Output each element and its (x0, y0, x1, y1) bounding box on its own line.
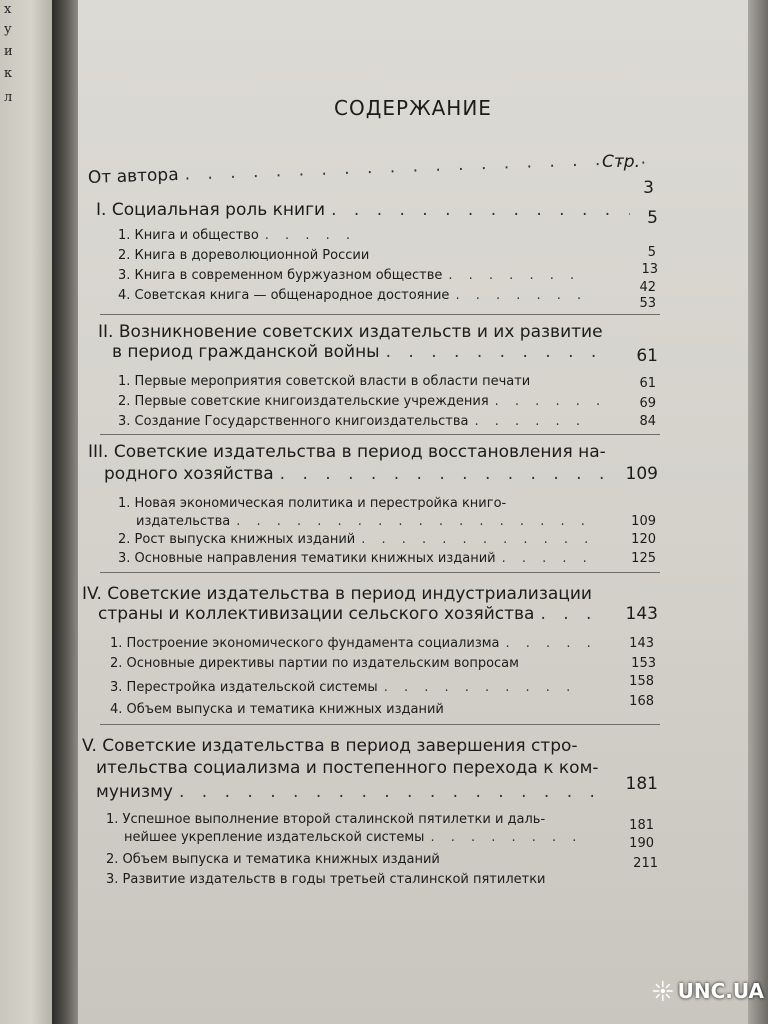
left-page-fragment: к (4, 66, 13, 81)
toc-entry-label: От автора (87, 164, 179, 188)
left-page-fragment: л (4, 90, 13, 105)
leader-dots (475, 414, 589, 429)
section-divider (100, 572, 660, 573)
item-title: издательства (136, 514, 231, 529)
page-column-label: Стр. (602, 152, 640, 172)
section-numeral: V. (82, 736, 97, 756)
toc-item (118, 248, 578, 263)
item-title: Объем выпуска и тематика книжных изданий (122, 852, 440, 867)
item-number: 2. (118, 248, 131, 263)
item-title: Успешное выполнение второй сталинской пятилетки и даль- (122, 812, 546, 827)
toc-item-line-2 (136, 514, 596, 529)
item-number: 1. (118, 496, 131, 511)
toc-section-4-line-2 (98, 604, 616, 624)
section-page: 61 (636, 346, 658, 366)
toc-section-3-line-2 (104, 464, 614, 484)
item-page: 42 (639, 280, 656, 295)
item-title: Советская книга — общенародное достояние (134, 288, 450, 303)
toc-author-note (88, 148, 656, 188)
item-title: Основные директивы партии по издательским вопросам (126, 656, 519, 671)
leader-dots (502, 551, 588, 566)
section-numeral: II. (98, 322, 114, 342)
item-page: 153 (631, 656, 656, 671)
item-page: 211 (633, 856, 658, 871)
leader-dots (384, 680, 584, 695)
leader-dots (455, 288, 588, 303)
toc-item (118, 228, 368, 243)
leader-dots (265, 228, 362, 243)
toc-section-2-line-1 (98, 322, 603, 342)
section-title-line: в период гражданской войны (112, 342, 380, 362)
item-title: Книга в современном буржуазном обществе (134, 268, 443, 283)
item-title: Построение экономического фундамента социализма (126, 636, 500, 651)
item-number: 3. (110, 680, 123, 695)
leader-dots (331, 200, 630, 220)
section-numeral: I. (96, 200, 107, 220)
toc-item (118, 532, 594, 547)
section-title-line: Советские издательства в период индустриализации (107, 584, 592, 604)
item-page: 5 (647, 245, 656, 260)
item-page: 109 (631, 514, 656, 529)
section-title-line: страны и коллективизации сельского хозяйства (98, 604, 535, 624)
section-divider (100, 724, 660, 725)
section-page: 5 (647, 208, 658, 228)
toc-section-3-line-1 (88, 442, 606, 462)
book-gutter (52, 0, 78, 1024)
toc-item-line-1 (106, 812, 545, 827)
item-title: Первые советские книгоиздательские учреждения (134, 394, 489, 409)
section-title-line: Советские издательства в период завершения стро- (102, 736, 578, 756)
right-page-edge (748, 0, 768, 1024)
item-number: 2. (110, 656, 123, 671)
section-page: 181 (625, 774, 658, 794)
left-page-edge (0, 0, 52, 1024)
toc-item (110, 702, 590, 717)
item-page: 69 (639, 396, 656, 411)
section-page: 109 (625, 464, 658, 484)
leader-dots (430, 830, 588, 845)
item-page: 168 (629, 694, 654, 709)
section-title-line: Советские издательства в период восстановления на- (113, 442, 606, 462)
section-title-line: родного хозяйства (104, 464, 274, 484)
toc-item (118, 414, 594, 429)
item-number: 1. (118, 228, 131, 243)
leader-dots (495, 394, 602, 409)
toc-item (118, 394, 608, 409)
item-number: 3. (106, 872, 119, 887)
section-numeral: III. (88, 442, 109, 462)
toc-item (106, 852, 586, 867)
item-page: 120 (631, 532, 656, 547)
toc-section-5-line-2 (96, 758, 599, 778)
toc-item (118, 268, 594, 283)
item-title: Перестройка издательской системы (126, 680, 378, 695)
item-page: 125 (631, 551, 656, 566)
page-title: СОДЕРЖАНИЕ (334, 96, 492, 120)
item-title: Первые мероприятия советской власти в области печати (134, 374, 531, 389)
section-title-line: мунизму (96, 782, 173, 802)
item-title: нейшее укрепление издательской системы (124, 830, 425, 845)
item-title: Новая экономическая политика и перестройка книго- (134, 496, 507, 511)
item-page: 13 (641, 262, 658, 277)
watermark-text: UNC.UA (677, 979, 764, 1003)
item-number: 2. (118, 532, 131, 547)
watermark (652, 966, 764, 1016)
leader-dots (179, 782, 610, 802)
item-page: 84 (639, 414, 656, 429)
toc-entry-page: 3 (643, 178, 654, 198)
item-number: 3. (118, 268, 131, 283)
item-page: 190 (629, 836, 654, 851)
leader-dots (184, 148, 650, 184)
section-numeral: IV. (82, 584, 102, 604)
item-number: 3. (118, 551, 131, 566)
toc-item (118, 374, 618, 389)
item-number: 2. (106, 852, 119, 867)
item-title: Книга и общество (134, 228, 259, 243)
leader-dots (386, 342, 606, 362)
section-title-line: ительства социализма и постепенного перехода к ком- (96, 758, 599, 778)
toc-item (110, 636, 606, 651)
section-title-line: Возникновение советских издательств и их развитие (118, 322, 603, 342)
toc-section-1 (96, 200, 636, 220)
item-title: Развитие издательств в годы третьей сталинской пятилетки (122, 872, 546, 887)
item-page: 61 (639, 376, 656, 391)
leader-dots (280, 464, 608, 484)
item-number: 4. (118, 288, 131, 303)
item-title: Книга в дореволюционной России (134, 248, 370, 263)
left-page-fragment: и (4, 44, 13, 59)
item-title: Основные направления тематики книжных изданий (134, 551, 496, 566)
toc-section-5-line-3 (96, 782, 616, 802)
section-page: 143 (625, 604, 658, 624)
toc-item (110, 680, 590, 695)
item-page: 53 (639, 296, 656, 311)
item-title: Создание Государственного книгоиздательства (134, 414, 469, 429)
toc-item (110, 656, 606, 671)
toc-item (106, 872, 616, 887)
leader-dots (448, 268, 588, 283)
toc-section-2-line-2 (112, 342, 612, 362)
left-page-fragment: у (4, 22, 12, 37)
starburst-icon (652, 976, 674, 1006)
item-number: 3. (118, 414, 131, 429)
contents-page (78, 0, 748, 1024)
leader-dots (236, 514, 590, 529)
item-page: 158 (629, 674, 654, 689)
item-title: Рост выпуска книжных изданий (134, 532, 356, 547)
item-title: Объем выпуска и тематика книжных изданий (126, 702, 444, 717)
item-number: 1. (110, 636, 123, 651)
toc-item (118, 551, 594, 566)
toc-item (118, 288, 594, 303)
section-divider (100, 434, 660, 435)
item-number: 1. (118, 374, 131, 389)
item-number: 1. (106, 812, 119, 827)
left-page-fragment: х (4, 2, 12, 17)
toc-section-5-line-1 (82, 736, 578, 756)
toc-item-line-2 (124, 830, 594, 845)
item-page: 181 (629, 818, 654, 833)
leader-dots (540, 604, 610, 624)
section-divider (100, 314, 660, 315)
leader-dots (506, 636, 600, 651)
item-number: 2. (118, 394, 131, 409)
item-page: 143 (629, 636, 654, 651)
toc-item-line-1 (118, 496, 506, 511)
item-number: 4. (110, 702, 123, 717)
leader-dots (361, 532, 588, 547)
toc-section-4-line-1 (82, 584, 592, 604)
section-title-line: Социальная роль книги (111, 200, 326, 220)
